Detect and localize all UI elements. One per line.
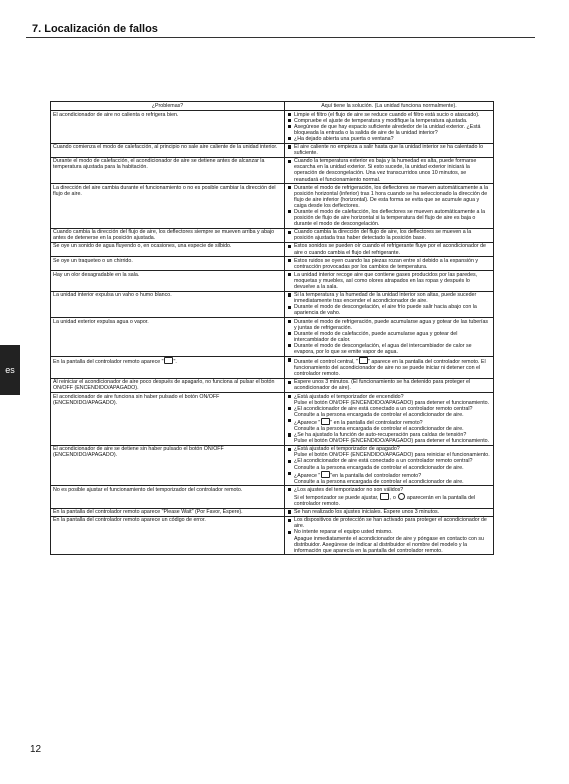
central-control-icon <box>321 418 330 425</box>
problem-cell <box>51 157 285 183</box>
solution-subtext <box>287 493 491 507</box>
problem-text: En la pantalla del controlador remoto aparece " <box>53 359 164 366</box>
solution-bullet <box>287 517 491 529</box>
solution-cell <box>285 184 494 229</box>
solution-text: ¿Aparece " <box>294 419 321 426</box>
solution-text: El aire caliente no empieza a salir hasta que la unidad interior se ha calentado lo suficiente. <box>294 144 484 157</box>
solution-cell <box>285 516 494 555</box>
header-solution: Aquí tiene la solución. (La unidad funciona normalmente). <box>285 102 494 111</box>
solution-bullet <box>287 446 491 452</box>
problem-text: Cuando cambia la dirección del flujo de aire, los deflectores siempre se mueven arriba y abajo antes de detenerse en la posición ajustada. <box>53 229 275 242</box>
solution-text: ¿El acondicionador de aire está conectado a un controlador remoto central? <box>294 405 473 412</box>
solution-bullet <box>287 343 491 355</box>
solution-text: Durante el modo de descongelación, el agua del intercambiador de calor se evapora, por lo que se emite vapor de agua. <box>294 342 472 355</box>
table-row <box>51 291 494 317</box>
problem-cell <box>51 184 285 229</box>
solution-cell <box>285 111 494 143</box>
solution-text: , o <box>389 494 398 501</box>
central-control-icon <box>359 357 368 364</box>
solution-text: ¿Se ha ajustado la función de auto-recuperación para caídas de tensión? <box>294 432 467 439</box>
table-row <box>51 157 494 183</box>
problem-cell <box>51 257 285 271</box>
table-row <box>51 508 494 516</box>
language-tab: es <box>0 345 20 395</box>
solution-cell <box>285 271 494 291</box>
solution-bullet <box>287 331 491 343</box>
solution-bullet <box>287 229 491 241</box>
problem-text: El acondicionador de aire funciona sin haber pulsado el botón ON/OFF (ENCENDIDO/APAGADO). <box>53 393 220 406</box>
table-row <box>51 486 494 508</box>
solution-subtext: Apague inmediatamente el acondicionador de aire y póngase en contacto con su distribuidor. Asegúrese de indicar al distribuidor el nombre del modelo y la información que aparecía en la pantalla del controlador remoto. <box>294 535 484 554</box>
solution-cell <box>285 508 494 516</box>
solution-bullet <box>287 272 491 290</box>
problem-cell <box>51 445 285 486</box>
table-row <box>51 318 494 357</box>
problem-cell <box>51 228 285 242</box>
page-number: 12 <box>30 744 42 755</box>
solution-subtext: Pulse el botón ON/OFF (ENCENDIDO/APAGADO) para detener el funcionamiento. <box>294 438 490 445</box>
solution-bullet <box>287 529 491 535</box>
solution-bullet <box>287 357 491 377</box>
problem-text: Se oye un traqueteo o un chirrido. <box>53 257 133 264</box>
problem-text: La unidad interior expulsa un vaho o humo blanco. <box>53 292 172 299</box>
problem-cell <box>51 516 285 555</box>
solution-text: Si el temporizador se puede ajustar, <box>294 494 380 501</box>
solution-text: Durante el modo de refrigeración, los deflectores se mueven automáticamente a la posición horizontal (inferior) tras 1 hora cuando se ha seleccionado la dirección de flujo de aire inferior (horizontal). De esta forma se evita que se acumule agua y caiga desde los deflectores. <box>294 184 489 209</box>
solution-bullet <box>287 136 491 142</box>
problem-text: No es posible ajustar el funcionamiento del temporizador del controlador remoto. <box>53 486 243 493</box>
solution-bullet <box>287 243 491 255</box>
central-control-icon <box>164 357 173 364</box>
solution-text: "en la pantalla del controlador remoto? <box>330 472 422 479</box>
solution-text: Los dispositivos de protección se han activado para proteger el acondicionador de aire. <box>294 517 487 530</box>
solution-text: Durante el control central, " <box>294 359 359 366</box>
table-row <box>51 516 494 555</box>
solution-cell <box>285 378 494 392</box>
solution-bullet <box>287 185 491 209</box>
solution-subtext: Consulte a la persona encargada de controlar el acondicionador de aire. <box>294 464 464 471</box>
solution-text: ¿Ha dejado abierta una puerta o ventana? <box>294 135 394 142</box>
solution-bullet <box>287 418 491 426</box>
table-row <box>51 393 494 446</box>
solution-bullet <box>287 432 491 438</box>
solution-text: " en la pantalla del controlador remoto? <box>330 419 423 426</box>
problem-text: El acondicionador de aire se detiene sin haber pulsado el botón ON/OFF (ENCENDIDO/APAGADO). <box>53 446 224 459</box>
problem-text: La unidad exterior expulsa agua o vapor. <box>53 318 149 325</box>
solution-text: Durante el modo de calefacción, puede acumularse agua y gotear del intercambiador de calor. <box>294 330 458 343</box>
problem-cell <box>51 291 285 317</box>
table-row <box>51 143 494 157</box>
solution-text: Espere unos 3 minutos. (El funcionamiento se ha detenido para proteger el acondicionador de aire). <box>294 379 471 392</box>
solution-text: ¿Está ajustado el temporizador de encendido? <box>294 393 404 400</box>
solution-cell <box>285 356 494 378</box>
problem-cell <box>51 318 285 357</box>
solution-text: Durante el modo de refrigeración, puede acumularse agua y gotear de las tuberías y juntas de refrigeración. <box>294 318 489 331</box>
solution-text: ¿El acondicionador de aire está conectado a un controlador remoto central? <box>294 458 473 465</box>
problem-text: Durante el modo de calefacción, el acondicionador de aire se detiene antes de alcanzar la temperatura ajustada para la habitación. <box>53 158 265 171</box>
solution-text: Durante el modo de descongelación, el aire frío puede salir hacia abajo con la apariencia de vaho. <box>294 304 477 317</box>
table-row <box>51 228 494 242</box>
problem-text: Al reiniciar el acondicionador de aire poco después de apagarlo, no funciona al pulsar el botón ON/OFF (ENCENDIDO/APAGADO). <box>53 379 275 392</box>
table-header-row <box>51 102 494 111</box>
solution-subtext: Pulse el botón ON/OFF (ENCENDIDO/APAGADO) para detener el funcionamiento. <box>294 399 490 406</box>
problem-cell <box>51 356 285 378</box>
table-row <box>51 111 494 143</box>
solution-text: ¿Aparece " <box>294 472 321 479</box>
solution-bullet <box>287 124 491 136</box>
table-row <box>51 378 494 392</box>
problem-text: Se oye un sonido de agua fluyendo o, en ocasiones, una especie de silbido. <box>53 243 232 250</box>
solution-cell <box>285 486 494 508</box>
problem-text: En la pantalla del controlador remoto aparece un código de error. <box>53 517 206 524</box>
solution-text: Estos ruidos se oyen cuando las piezas rozan entre sí debido a la expansión y contracción provocadas por los cambios de temperatura. <box>294 257 479 270</box>
solution-bullet <box>287 406 491 412</box>
solution-bullet <box>287 379 491 391</box>
central-control-icon <box>380 493 389 500</box>
title-divider <box>26 37 535 38</box>
central-control-icon <box>321 471 330 478</box>
solution-cell <box>285 257 494 271</box>
problem-cell <box>51 378 285 392</box>
solution-bullet <box>287 292 491 304</box>
problem-cell <box>51 486 285 508</box>
problem-text: En la pantalla del controlador remoto aparece "Please Wait" (Por Favor, Espere). <box>53 509 243 516</box>
troubleshooting-table <box>50 101 494 555</box>
solution-bullet <box>287 304 491 316</box>
solution-text: Asegúrese de que hay espacio suficiente alrededor de la unidad exterior. ¿Está bloqueada la entrada o la salida de aire de la unidad interior? <box>294 123 481 136</box>
solution-bullet <box>287 509 491 515</box>
solution-cell <box>285 291 494 317</box>
solution-bullet <box>287 394 491 400</box>
solution-bullet <box>287 471 491 479</box>
solution-cell <box>285 242 494 256</box>
solution-text: ¿Está ajustado el temporizador de apagado? <box>294 446 400 453</box>
solution-text: Durante el modo de calefacción, los deflectores se mueven automáticamente a la posición de flujo de aire horizontal si la temperatura del flujo de aire es baja o durante el modo de descongelación. <box>294 209 486 228</box>
table-row <box>51 271 494 291</box>
problem-cell <box>51 393 285 446</box>
solution-text: Estos sonidos se pueden oír cuando el refrigerante fluye por el acondicionador de aire o cuando cambia el flujo del refrigerante. <box>294 243 486 256</box>
table-row <box>51 356 494 378</box>
solution-bullet <box>287 144 491 156</box>
solution-text: Cuando la temperatura exterior es baja y la humedad es alta, puede formarse escarcha en la unidad exterior. Si esto sucede, la unidad exterior iniciará la operación de descongelación. Una vez transcurridos unos 10 minutos, se reanudará el funcionamiento normal. <box>294 158 477 183</box>
problem-cell <box>51 508 285 516</box>
header-problems: ¿Problemas? <box>51 102 285 111</box>
problem-text: El acondicionador de aire no calienta o refrigera bien. <box>53 111 179 118</box>
problem-text: Hay un olor desagradable en la sala. <box>53 271 140 278</box>
solution-bullet <box>287 158 491 182</box>
solution-text: La unidad interior recoge aire que contiene gases producidos por las paredes, moquetas y muebles, así como olores atrapados en las ropas y después lo devuelve a la sala. <box>294 271 478 291</box>
problem-cell <box>51 143 285 157</box>
solution-text: ¿Los ajustes del temporizador no son válidos? <box>294 486 404 493</box>
solution-cell <box>285 228 494 242</box>
solution-subtext: Consulte a la persona encargada de controlar el acondicionador de aire. <box>294 426 464 432</box>
table-row <box>51 242 494 256</box>
solution-text: aparecerán en la pantalla del controlador remoto. <box>294 494 476 508</box>
solution-bullet <box>287 319 491 331</box>
solution-text: Cuando cambia la dirección del flujo de aire, los deflectores se mueven a la posición ajustada tras haber detectado la posición base. <box>294 229 472 242</box>
timer-icon <box>398 493 405 500</box>
problem-text: La dirección del aire cambia durante el funcionamiento o no es posible cambiar la dirección del flujo de aire. <box>53 184 276 197</box>
solution-text: Si la temperatura y la humedad de la unidad interior son altas, puede suceder inmediatamente tras encender el acondicionador de aire. <box>294 292 477 305</box>
solution-cell <box>285 318 494 357</box>
solution-cell <box>285 445 494 486</box>
solution-subtext: Consulte a la persona encargada de controlar el acondicionador de aire. <box>294 411 464 418</box>
solution-text: Limpie el filtro (el flujo de aire se reduce cuando el filtro está sucio o atascado). <box>294 111 480 118</box>
solution-bullet <box>287 258 491 270</box>
solution-bullet <box>287 487 491 493</box>
solution-text: No intente reparar el equipo usted mismo. <box>294 529 393 536</box>
solution-text: Compruebe el ajuste de temperatura y modifique la temperatura ajustada. <box>294 117 468 124</box>
solution-text: Se han realizado los ajustes iniciales. Espere unos 3 minutos. <box>294 509 440 516</box>
solution-cell <box>285 143 494 157</box>
problem-cell <box>51 271 285 291</box>
solution-cell <box>285 393 494 446</box>
table-row <box>51 445 494 486</box>
solution-text: " aparece en la pantalla del controlador remoto. El funcionamiento del acondicionador de aire no se puede iniciar ni detener con el controlador remoto. <box>294 359 486 378</box>
problem-cell <box>51 111 285 143</box>
solution-bullet <box>287 209 491 227</box>
table-row <box>51 257 494 271</box>
solution-subtext: Pulse el botón ON/OFF (ENCENDIDO/APAGADO) para reiniciar el funcionamiento. <box>294 452 490 459</box>
problem-cell <box>51 242 285 256</box>
table-row <box>51 184 494 229</box>
page-title: 7. Localización de fallos <box>32 23 158 35</box>
solution-bullet <box>287 458 491 464</box>
solution-cell <box>285 157 494 183</box>
problem-text: Cuando comienza el modo de calefacción, al principio no sale aire caliente de la unidad interior. <box>53 144 278 151</box>
problem-text: ". <box>173 359 177 366</box>
solution-subtext: Consulte a la persona encargada de controlar el acondicionador de aire. <box>294 478 464 485</box>
